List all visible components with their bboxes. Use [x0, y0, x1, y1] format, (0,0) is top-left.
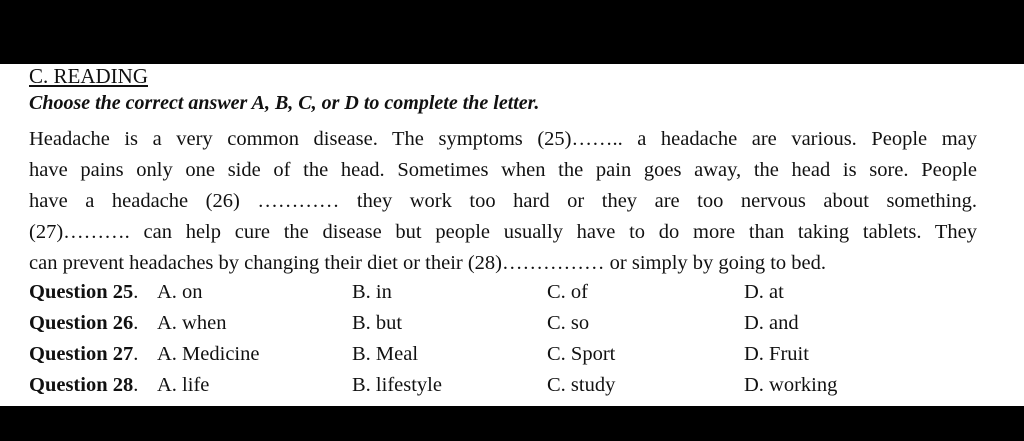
question-label: Question 27. [29, 343, 139, 365]
option-a[interactable]: A. Medicine [157, 343, 260, 365]
option-a[interactable]: A. life [157, 374, 210, 396]
option-d[interactable]: D. Fruit [744, 343, 809, 365]
question-label: Question 25. [29, 281, 139, 303]
option-b[interactable]: B. lifestyle [352, 374, 442, 396]
passage-line: Headache is a very common disease. The symptoms (25)…….. a headache are various. People may [29, 128, 977, 150]
passage-line: have pains only one side of the head. Sometimes when the pain goes away, the head is sore. People [29, 159, 977, 181]
option-d[interactable]: D. working [744, 374, 838, 396]
passage-line: can prevent headaches by changing their diet or their (28)…………… or simply by going to bed. [29, 252, 827, 274]
passage-line: have a headache (26) ………… they work too hard or they are too nervous about something. [29, 190, 977, 212]
option-b[interactable]: B. in [352, 281, 392, 303]
question-list [29, 281, 989, 405]
reading-passage [29, 124, 977, 279]
question-row [29, 374, 989, 405]
option-c[interactable]: C. of [547, 281, 588, 303]
passage-line: (27)………. can help cure the disease but people usually have to do more than taking tablets. They [29, 221, 977, 243]
option-b[interactable]: B. but [352, 312, 403, 334]
question-label: Question 26. [29, 312, 139, 334]
option-a[interactable]: A. when [157, 312, 227, 334]
option-c[interactable]: C. study [547, 374, 616, 396]
option-a[interactable]: A. on [157, 281, 203, 303]
document-page [0, 64, 1024, 406]
option-b[interactable]: B. Meal [352, 343, 419, 365]
option-c[interactable]: C. so [547, 312, 590, 334]
option-d[interactable]: D. and [744, 312, 799, 334]
question-label: Question 28. [29, 374, 139, 396]
question-row [29, 281, 989, 312]
section-title: C. READING [29, 64, 148, 88]
instruction-text: Choose the correct answer A, B, C, or D to complete the letter. [29, 92, 540, 114]
question-row [29, 343, 989, 374]
option-d[interactable]: D. at [744, 281, 784, 303]
question-row [29, 312, 989, 343]
option-c[interactable]: C. Sport [547, 343, 616, 365]
